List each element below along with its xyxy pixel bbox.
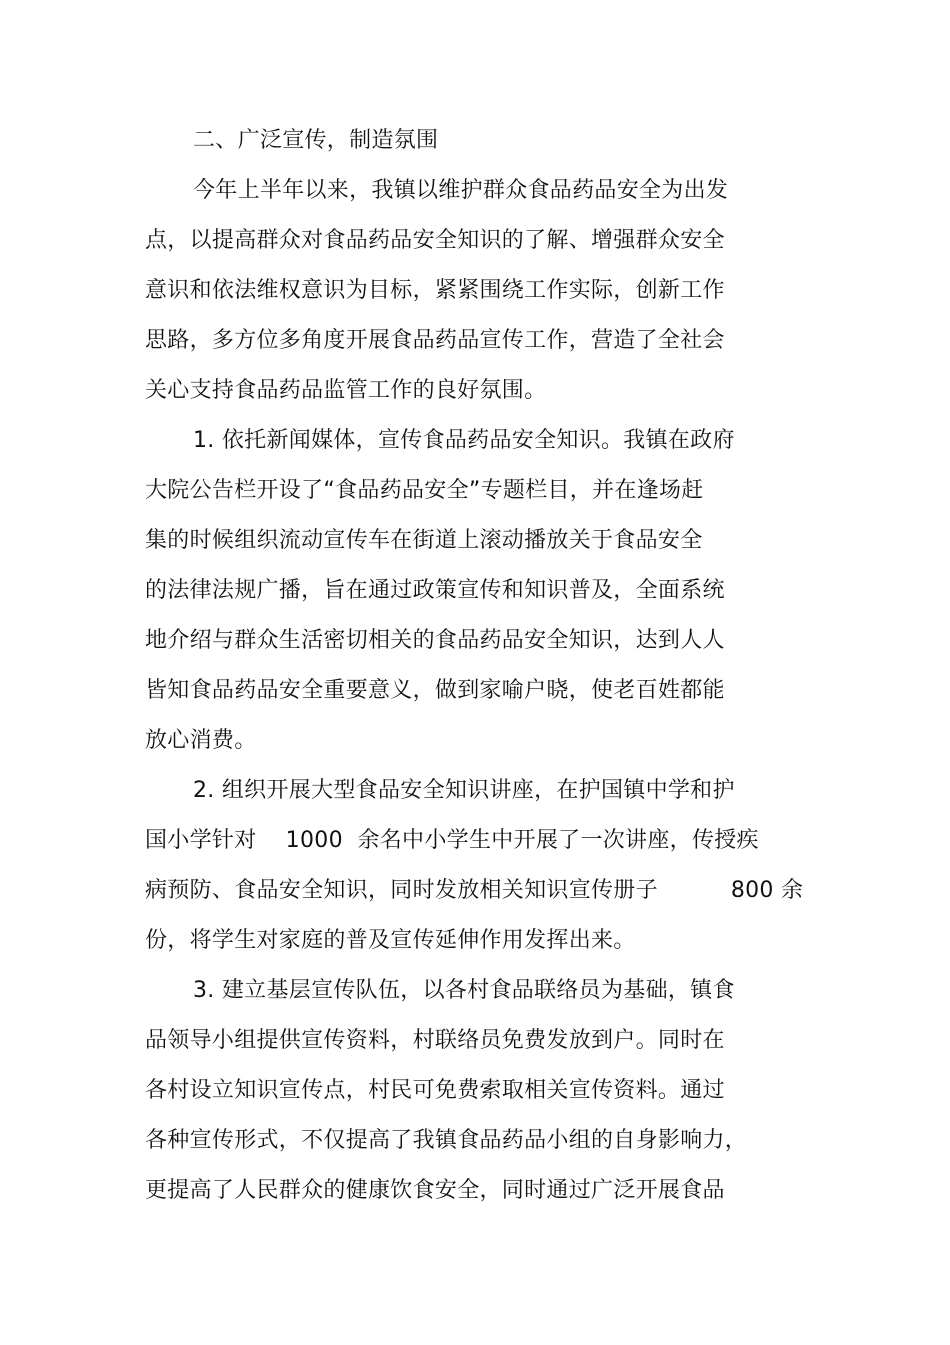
- paragraph-line: 份，将学生对家庭的普及宣传延伸作用发挥出来。: [145, 928, 636, 953]
- paragraph-line: 品领导小组提供宣传资料，村联络员免费发放到户。同时在: [145, 1028, 725, 1053]
- paragraph-line: 皆知食品药品安全重要意义，做到家喻户晓，使老百姓都能: [145, 678, 725, 703]
- paragraph-line: 集的时候组织流动宣传车在街道上滚动播放关于食品安全: [145, 528, 703, 553]
- paragraph-line: 今年上半年以来，我镇以维护群众食品药品安全为出发: [193, 178, 729, 203]
- paragraph-line: 各种宣传形式，不仅提高了我镇食品药品小组的自身影响力，: [145, 1128, 748, 1153]
- paragraph-line: 更提高了人民群众的健康饮食安全，同时通过广泛开展食品: [145, 1178, 725, 1203]
- paragraph-line: 3. 建立基层宣传队伍，以各村食品联络员为基础，镇食: [193, 978, 735, 1003]
- paragraph-line: 国小学针对 1000 余名中小学生中开展了一次讲座，传授疾: [145, 828, 759, 853]
- paragraph-line: 各村设立知识宣传点，村民可免费索取相关宣传资料。通过: [145, 1078, 725, 1103]
- paragraph-line: 的法律法规广播，旨在通过政策宣传和知识普及，全面系统: [145, 578, 725, 603]
- paragraph-line: 点，以提高群众对食品药品安全知识的了解、增强群众安全: [145, 228, 725, 253]
- paragraph-line: 关心支持食品药品监管工作的良好氛围。: [145, 378, 547, 403]
- paragraph-line: 1. 依托新闻媒体，宣传食品药品安全知识。我镇在政府: [193, 428, 735, 453]
- paragraph-line: 地介绍与群众生活密切相关的食品药品安全知识，达到人人: [145, 628, 725, 653]
- paragraph-line: 思路，多方位多角度开展食品药品宣传工作，营造了全社会: [145, 328, 725, 353]
- paragraph-line: 病预防、食品安全知识，同时发放相关知识宣传册子 800 余: [145, 878, 804, 903]
- paragraph-line: 2. 组织开展大型食品安全知识讲座，在护国镇中学和护: [193, 778, 735, 803]
- paragraph-line: 放心消费。: [145, 728, 257, 753]
- paragraph-line: 大院公告栏开设了“食品药品安全”专题栏目，并在逢场赶: [145, 478, 704, 503]
- paragraph-line: 意识和依法维权意识为目标，紧紧围绕工作实际，创新工作: [145, 278, 725, 303]
- section-heading: 二、广泛宣传，制造氛围: [193, 128, 439, 153]
